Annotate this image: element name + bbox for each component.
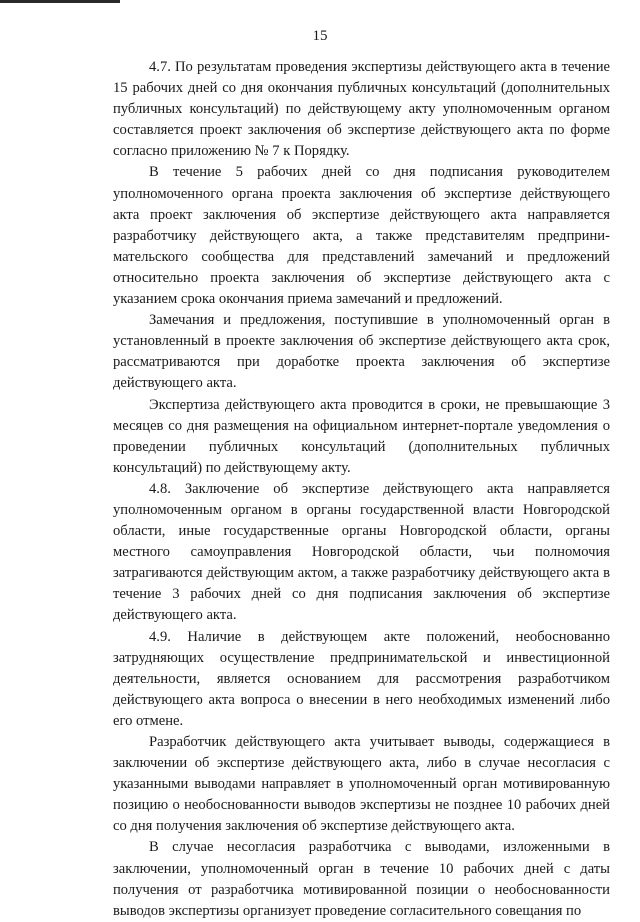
document-body: [113, 57, 610, 922]
paragraph-4-8: 4.8. Заключение об экспертизе действующего акта направляется уполномоченным органом в органы государственной власти Новгородской области, иные государственные органы Новгородской области, органы местного самоуправления Новгородской области, чьи полномочия затрагиваются действующим актом, а также разработчику действующего акта в течение 3 рабочих дней со дня подписания заключения об экспертизе действующего акта.: [113, 480, 610, 624]
paragraph-expertise-term: Экспертиза действующего акта проводится в сроки, не превышающие 3 месяцев со дня размещения на официальном интернет-портале уведомления о проведении публичных консультаций (дополнительных публичных консультаций) по действующему акту.: [113, 396, 610, 476]
paragraph-comments-review: Замечания и предложения, поступившие в уполномоченный орган в установленный в проекте заключения об экспертизе действующего акта срок, рассматриваются при доработке проекта заключения об экспертизе действующего акта.: [113, 312, 610, 392]
paragraph-draft-distribution: В течение 5 рабочих дней со дня подписания руководителем уполномоченного органа проекта заключения об экспертизе действующего акта проект заключения об экспертизе действующего акта направляется разработчику действующего акта, а также представителям предпринимательского сообщества для представлений замечаний и предложений относительно проекта заключения об экспертизе действующего акта с указанием срока окончания приема замечаний и предложений.: [113, 164, 610, 308]
paragraph-developer-position: Разработчик действующего акта учитывает выводы, содержащиеся в заключении об экспертизе действующего акта, либо в случае несогласия с указанными выводами направляет в уполномоченный орган мотивированную позицию о необоснованности выводов экспертизы не позднее 10 рабочих дней со дня получения заключения об экспертизе действующего акта.: [113, 734, 610, 835]
paragraph-disagreement: В случае несогласия разработчика с выводами, изложенными в заключении, уполномоченный орган в течение 10 рабочих дней с даты получения от разработчика мотивированной позиции о необоснованности выводов экспертизы организует проведение согласительного совещания по: [113, 839, 610, 919]
page-number: 15: [312, 28, 328, 44]
paragraph-4-9: 4.9. Наличие в действующем акте положений, необоснованно затрудняющих осуществление предпринимательской и инвестиционной деятельности, является основанием для рассмотрения разработчиком действующего акта вопроса о внесении в него необходимых изменений либо его отмене.: [113, 628, 610, 729]
paragraph-4-7: 4.7. По результатам проведения экспертизы действующего акта в течение 15 рабочих дней со дня окончания публичных консультаций (дополнительных публичных консультаций) по действующему акту уполномоченным органом составляется проект заключения об экспертизе действующего акта по форме согласно приложению № 7 к Порядку.: [113, 59, 610, 160]
